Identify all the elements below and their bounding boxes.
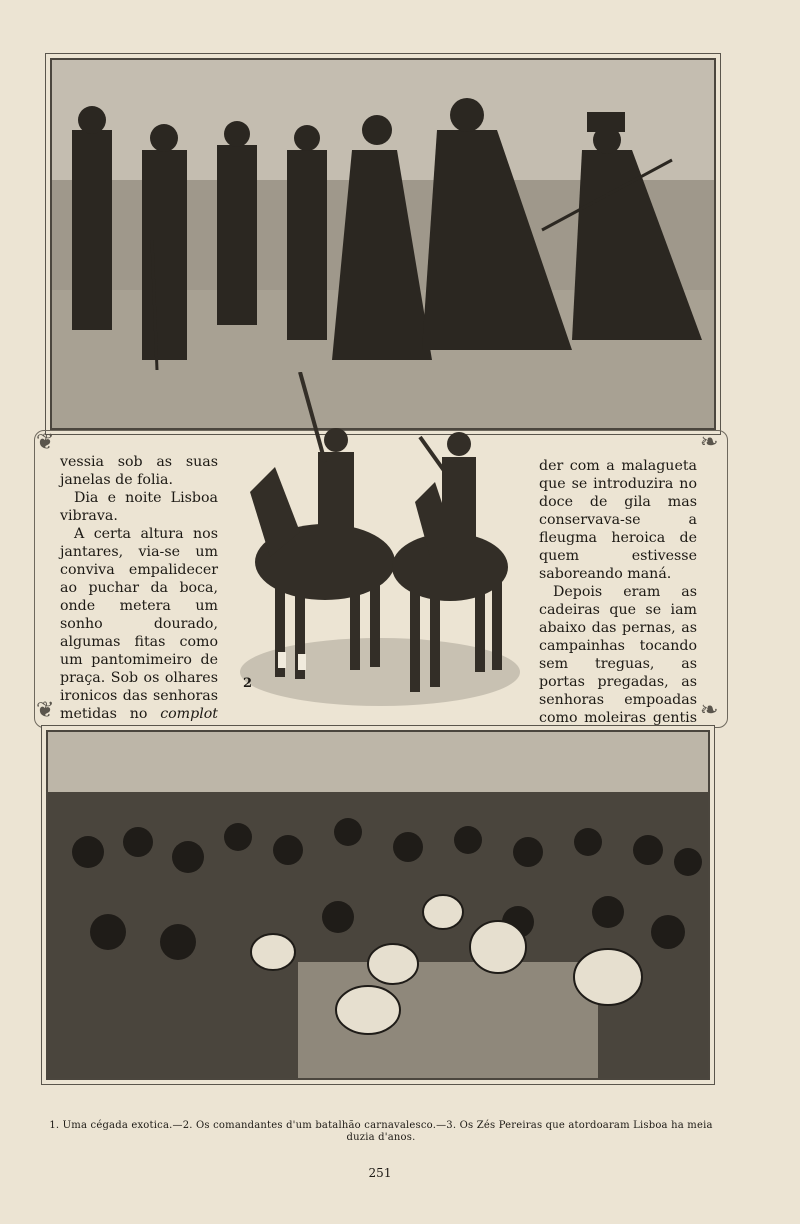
photo-ze-pereiras-crowd [46, 730, 710, 1080]
figure-caption: 1. Uma cégada exotica.—2. Os comandantes d'um batalhão carnavalesco.—3. Os Zés Pereiras que atordoaram Lisboa ha meia duzia d'anos. [49, 1120, 713, 1143]
corner-ornament-icon: ❧ [700, 430, 719, 455]
paragraph: der com a malagueta que se introduzira no doce de gila mas conservava-se a fleugma heroica de quem estivesse saboreando maná. [539, 458, 697, 582]
corner-ornament-icon: ❧ [700, 698, 719, 723]
photo-ze-pereiras-crowd-art [48, 732, 708, 1078]
corner-ornament-icon: ❦ [36, 698, 55, 723]
paragraph-text: A certa altura nos jantares, via-se um conviva empalidecer ao puchar da boca, onde metera um sonho dourado, algumas fitas como um pantomimeiro de praça. Sob os olhares ironicos das senhoras metidas no [60, 526, 218, 722]
photo-carnival-commanders [230, 372, 530, 710]
paragraph: Dia e noite Lisboa vibrava. [60, 490, 218, 524]
paragraph: Depois eram as cadeiras que se iam abaixo das pernas, as campainhas tocando sem treguas, as portas pregadas, as senhoras empoadas como moleiras gentis [539, 584, 697, 726]
paragraph: vessia sob as suas janelas de folia. [60, 454, 218, 488]
article-column-left [60, 453, 218, 759]
page-number: 251 [368, 1166, 392, 1180]
italic-word: complot [160, 706, 218, 722]
photo-carnival-commanders-art [230, 372, 530, 710]
paragraph [60, 525, 218, 759]
figure-number: 2 [243, 676, 253, 691]
corner-ornament-icon: ❦ [36, 430, 55, 455]
